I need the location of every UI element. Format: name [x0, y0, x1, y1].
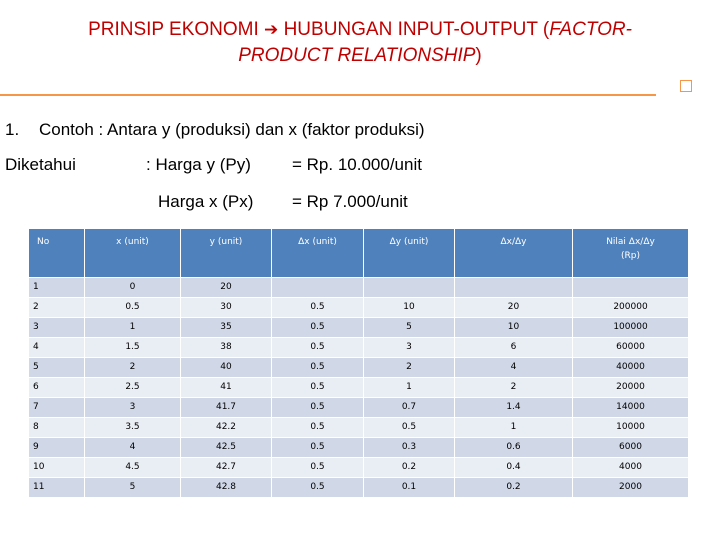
table-cell: 0.5 [272, 418, 364, 438]
table-cell: 0.5 [272, 478, 364, 498]
table-cell: 0.5 [272, 458, 364, 478]
table-cell: 20 [181, 278, 272, 298]
table-cell: 30 [181, 298, 272, 318]
table-cell: 40 [181, 358, 272, 378]
title-italic-1: FACTOR- [549, 19, 632, 40]
table-cell: 0.2 [364, 458, 455, 478]
table-cell: 2 [364, 358, 455, 378]
table-cell: 10000 [573, 418, 689, 438]
table-row [29, 298, 689, 318]
price-x-label: Harga x (Px) [158, 192, 254, 211]
table-cell: 2000 [573, 478, 689, 498]
table-cell: 2 [85, 358, 181, 378]
table-cell: 4 [85, 438, 181, 458]
table-cell: 42.7 [181, 458, 272, 478]
title-divider [0, 94, 656, 96]
title-italic-2: PRODUCT RELATIONSHIP [238, 45, 476, 66]
table-cell: 3 [85, 398, 181, 418]
header-x: x (unit) [85, 229, 181, 278]
table-cell: 10 [455, 318, 573, 338]
table-cell: 4000 [573, 458, 689, 478]
table-cell: 0.7 [364, 398, 455, 418]
data-table [28, 228, 689, 498]
table-cell: 0.5 [272, 398, 364, 418]
table-cell: 42.8 [181, 478, 272, 498]
table-row [29, 438, 689, 458]
table-cell: 0.5 [272, 298, 364, 318]
table-cell: 0.5 [272, 438, 364, 458]
table-cell: 0.1 [364, 478, 455, 498]
price-x-value: = Rp 7.000/unit [292, 192, 408, 211]
table-row [29, 338, 689, 358]
table-cell: 11 [29, 478, 85, 498]
diketahui-label: Diketahui [5, 155, 76, 174]
table-cell: 40000 [573, 358, 689, 378]
table-cell: 8 [29, 418, 85, 438]
table-cell: 10 [29, 458, 85, 478]
table-cell: 3 [364, 338, 455, 358]
table-cell: 0.3 [364, 438, 455, 458]
table-cell: 0.4 [455, 458, 573, 478]
table-cell: 4.5 [85, 458, 181, 478]
price-y-value: = Rp. 10.000/unit [292, 155, 422, 174]
table-cell: 4 [455, 358, 573, 378]
example-line [5, 120, 425, 140]
table-cell: 20 [455, 298, 573, 318]
table-cell: 0.5 [272, 338, 364, 358]
header-no: No [29, 229, 85, 278]
page-title [40, 17, 680, 69]
table-row [29, 478, 689, 498]
table-row [29, 398, 689, 418]
table-cell: 5 [85, 478, 181, 498]
table-cell [455, 278, 573, 298]
header-value: Nilai Δx/Δy (Rp) [573, 229, 689, 278]
title-part-2: HUBUNGAN INPUT-OUTPUT ( [278, 19, 550, 40]
table-cell: 2.5 [85, 378, 181, 398]
table-cell: 38 [181, 338, 272, 358]
example-number: 1. [5, 120, 20, 139]
table-row [29, 418, 689, 438]
table-cell: 41 [181, 378, 272, 398]
header-y: y (unit) [181, 229, 272, 278]
table-cell: 9 [29, 438, 85, 458]
table-header-row [29, 229, 689, 278]
header-delta-x: Δx (unit) [272, 229, 364, 278]
table-cell: 7 [29, 398, 85, 418]
table-cell [573, 278, 689, 298]
table-cell: 1 [364, 378, 455, 398]
table-cell: 10 [364, 298, 455, 318]
table-cell: 6 [455, 338, 573, 358]
price-y-label: : Harga y (Py) [146, 155, 251, 174]
table-cell: 35 [181, 318, 272, 338]
table-cell: 42.5 [181, 438, 272, 458]
table-cell [364, 278, 455, 298]
table-cell: 1 [455, 418, 573, 438]
table-cell: 2 [455, 378, 573, 398]
table-cell: 14000 [573, 398, 689, 418]
table-cell: 6000 [573, 438, 689, 458]
table-cell: 0.5 [364, 418, 455, 438]
title-close: ) [475, 45, 482, 66]
table-row [29, 458, 689, 478]
table-cell: 42.2 [181, 418, 272, 438]
table-cell: 2 [29, 298, 85, 318]
table-row [29, 318, 689, 338]
header-ratio: Δx/Δy [455, 229, 573, 278]
table-row [29, 278, 689, 298]
table-cell: 1 [85, 318, 181, 338]
table-cell: 3 [29, 318, 85, 338]
table-cell: 20000 [573, 378, 689, 398]
table-cell: 200000 [573, 298, 689, 318]
table-cell: 3.5 [85, 418, 181, 438]
table-cell: 0.5 [272, 378, 364, 398]
corner-square-icon [680, 80, 692, 92]
table-cell [272, 278, 364, 298]
table-cell: 0.2 [455, 478, 573, 498]
table-cell: 100000 [573, 318, 689, 338]
table-cell: 41.7 [181, 398, 272, 418]
table-cell: 60000 [573, 338, 689, 358]
table-cell: 0.5 [272, 318, 364, 338]
table-cell: 0 [85, 278, 181, 298]
table-cell: 5 [29, 358, 85, 378]
table-cell: 4 [29, 338, 85, 358]
title-part-1: PRINSIP EKONOMI [88, 19, 265, 40]
table-cell: 1.4 [455, 398, 573, 418]
table-cell: 5 [364, 318, 455, 338]
table-cell: 1 [29, 278, 85, 298]
table-row [29, 378, 689, 398]
table-cell: 6 [29, 378, 85, 398]
table-cell: 0.6 [455, 438, 573, 458]
header-delta-y: Δy (unit) [364, 229, 455, 278]
table-cell: 0.5 [272, 358, 364, 378]
table-row [29, 358, 689, 378]
table-cell: 0.5 [85, 298, 181, 318]
table-cell: 1.5 [85, 338, 181, 358]
arrow-icon: ➔ [264, 20, 279, 39]
example-text: Contoh : Antara y (produksi) dan x (faktor produksi) [39, 120, 425, 139]
